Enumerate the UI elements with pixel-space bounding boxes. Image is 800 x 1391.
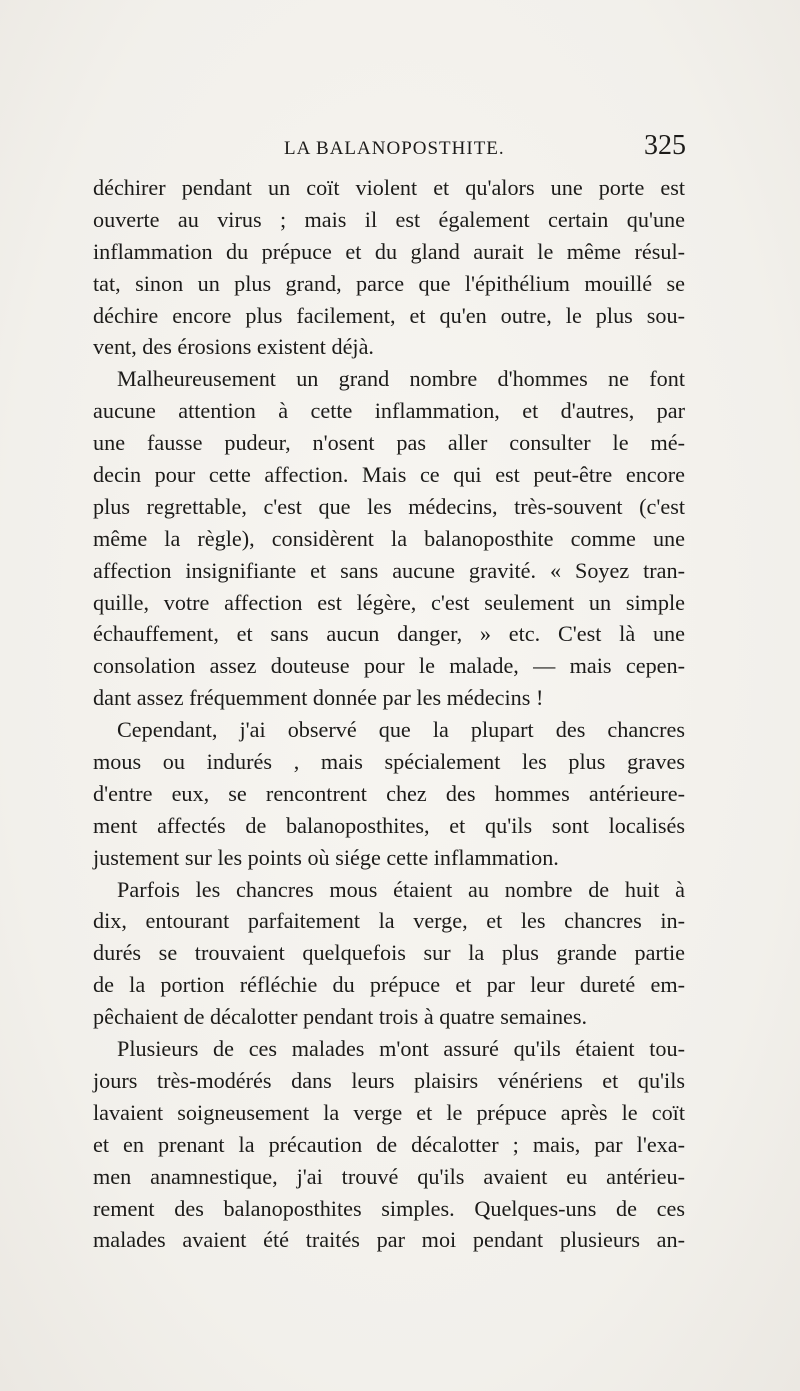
text-line: affection insignifiante et sans aucune gravité. « Soyez tran- bbox=[93, 557, 685, 583]
text-line: Malheureusement un grand nombre d'hommes ne font bbox=[117, 366, 685, 392]
text-line: men anamnestique, j'ai trouvé qu'ils avaient eu antérieu- bbox=[93, 1163, 685, 1189]
text-line: decin pour cette affection. Mais ce qui est peut-être encore bbox=[93, 462, 685, 488]
text-line: rement des balanoposthites simples. Quelques-uns de ces bbox=[93, 1195, 685, 1221]
text-line: et en prenant la précaution de décalotter ; mais, par l'exa- bbox=[93, 1131, 685, 1157]
text-line: inflammation du prépuce et du gland aurait le même résul- bbox=[93, 238, 685, 264]
body-text bbox=[93, 172, 685, 1256]
text-line: dix, entourant parfaitement la verge, et les chancres in- bbox=[93, 908, 685, 934]
text-line: quille, votre affection est légère, c'est seulement un simple bbox=[93, 589, 685, 615]
text-line: de la portion réfléchie du prépuce et par leur dureté em- bbox=[93, 972, 685, 998]
text-line: une fausse pudeur, n'osent pas aller consulter le mé- bbox=[93, 430, 685, 456]
text-line: durés se trouvaient quelquefois sur la plus grande partie bbox=[93, 940, 685, 966]
text-line: dant assez fréquemment donnée par les médecins ! bbox=[93, 685, 544, 711]
text-line: lavaient soigneusement la verge et le prépuce après le coït bbox=[93, 1099, 685, 1125]
text-line: mous ou indurés , mais spécialement les plus graves bbox=[93, 749, 685, 775]
text-line: justement sur les points où siége cette inflammation. bbox=[93, 844, 559, 870]
text-line: d'entre eux, se rencontrent chez des hommes antérieure- bbox=[93, 780, 685, 806]
text-line: aucune attention à cette inflammation, et d'autres, par bbox=[93, 398, 685, 424]
text-line: pêchaient de décalotter pendant trois à quatre semaines. bbox=[93, 1004, 588, 1030]
text-line: échauffement, et sans aucun danger, » etc. C'est là une bbox=[93, 621, 685, 647]
page-number: 325 bbox=[644, 130, 686, 161]
running-head: LA BALANOPOSTHITE. bbox=[284, 138, 505, 159]
text-line: déchire encore plus facilement, et qu'en outre, le plus sou- bbox=[93, 302, 685, 328]
text-line: plus regrettable, c'est que les médecins, très-souvent (c'est bbox=[93, 493, 685, 519]
text-line: vent, des érosions existent déjà. bbox=[93, 334, 374, 360]
text-line: malades avaient été traités par moi pendant plusieurs an- bbox=[93, 1227, 685, 1253]
text-line: ouverte au virus ; mais il est également certain qu'une bbox=[93, 206, 685, 232]
text-line: Parfois les chancres mous étaient au nombre de huit à bbox=[117, 876, 685, 902]
text-line: Plusieurs de ces malades m'ont assuré qu'ils étaient tou- bbox=[117, 1036, 685, 1062]
text-line: Cependant, j'ai observé que la plupart des chancres bbox=[117, 717, 685, 743]
page-header bbox=[94, 128, 686, 168]
text-line: ment affectés de balanoposthites, et qu'ils sont localisés bbox=[93, 812, 685, 838]
text-line: consolation assez douteuse pour le malade, — mais cepen- bbox=[93, 653, 685, 679]
text-line: même la règle), considèrent la balanoposthite comme une bbox=[93, 525, 685, 551]
text-line: tat, sinon un plus grand, parce que l'épithélium mouillé se bbox=[93, 270, 685, 296]
text-line: déchirer pendant un coït violent et qu'alors une porte est bbox=[93, 175, 685, 200]
text-line: jours très-modérés dans leurs plaisirs vénériens et qu'ils bbox=[93, 1067, 685, 1093]
